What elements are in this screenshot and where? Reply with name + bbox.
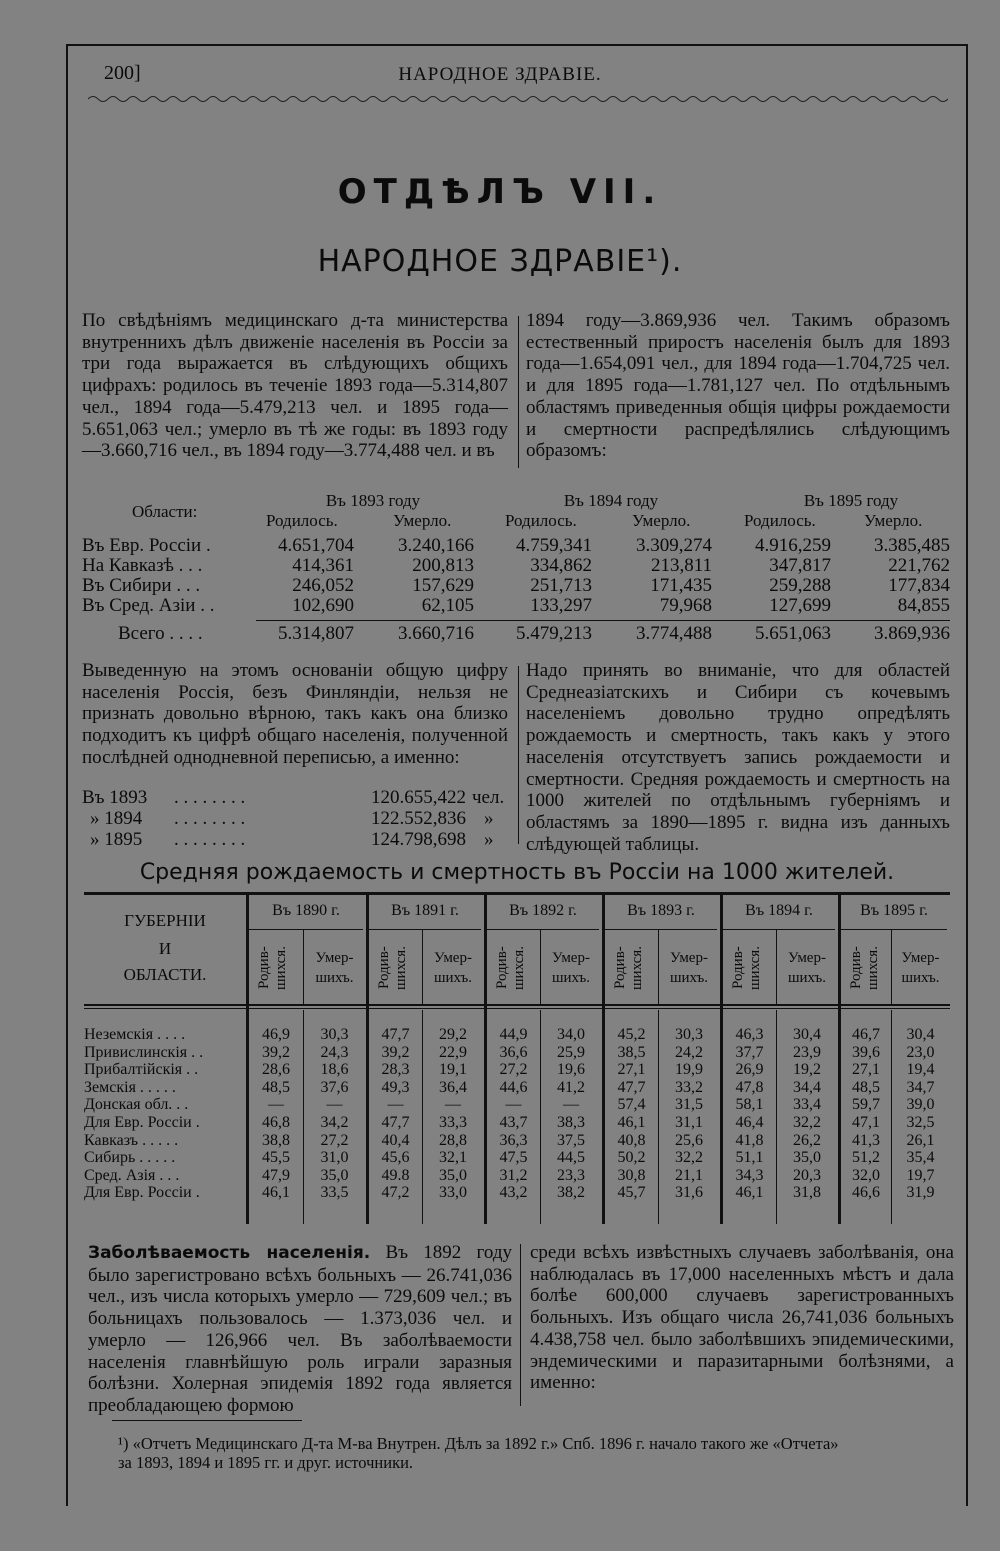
census-value: 124.798,698 bbox=[371, 829, 466, 850]
table2-cell: 28,3 bbox=[381, 1061, 410, 1079]
table2-cell: 49.8 bbox=[381, 1166, 410, 1184]
column-divider bbox=[520, 1244, 521, 1406]
born-head-line: Родив- bbox=[256, 946, 272, 990]
table2-cell: 26,1 bbox=[906, 1131, 935, 1149]
table1-cell: 133,297 bbox=[530, 595, 592, 616]
running-title: НАРОДНОЕ ЗДРАВІЕ. bbox=[398, 64, 602, 85]
table2-cell: 35,4 bbox=[906, 1149, 935, 1167]
table2-cell: 48,5 bbox=[262, 1078, 290, 1096]
mid-right-text: Надо принять во вниманіе, что для областей Среднеазіатскихъ и Сибири съ кочевымъ населеніемъ довольно трудно опредѣлять рождаемость и смертность, такъ какъ у этого населенія отсутствуетъ запись рождаемости и смертности. Средняя рождаемость и смертность на 1000 жителей по отдѣльнымъ губерніямъ и областямъ за 1890—1895 г. видна изъ данныхъ слѣдующей таблицы. bbox=[526, 660, 950, 855]
table1-total-cell: 3.869,936 bbox=[874, 623, 950, 644]
table2-died-head bbox=[303, 948, 366, 988]
table1-born-1895: Родилось. bbox=[744, 511, 816, 530]
intro-left-column: По свѣдѣніямъ медицинскаго д-та министерства внутреннихъ дѣлъ движеніе населенія въ Россіи за три года выражается въ слѣдующихъ общихъ цифрахъ: родилось въ теченіе 1893 года—5.314,807 чел., 1894 года—5.479,213 чел. и 1895 года—5.651,063 чел.; умерло въ тѣ же годы: въ 1893 году—3.660,716 чел., въ 1894 году—3.774,488 чел. и въ bbox=[82, 310, 508, 462]
table2-row-label: Прибалтійскія . . bbox=[84, 1061, 199, 1079]
died-head-line: шихъ. bbox=[315, 970, 354, 986]
table1-cell: 334,862 bbox=[530, 555, 592, 576]
census-unit: чел. bbox=[472, 787, 505, 808]
table2-year-head: Въ 1893 г. bbox=[627, 902, 695, 919]
table1-cell: 213,811 bbox=[650, 555, 712, 576]
table2-cell: 37,6 bbox=[320, 1078, 349, 1096]
table1-cell: 102,690 bbox=[292, 595, 354, 616]
table2-cell: 46,1 bbox=[735, 1184, 764, 1202]
census-value: 122.552,836 bbox=[371, 808, 466, 829]
table2-cell: 47,9 bbox=[262, 1166, 290, 1184]
table2-title: Средняя рождаемость и смертность въ Россіи на 1000 жителей. bbox=[139, 860, 895, 885]
table2-cell: — bbox=[387, 1096, 404, 1114]
table1-total-rule bbox=[256, 620, 950, 621]
table2-cell: 46,9 bbox=[262, 1026, 290, 1043]
column-divider bbox=[518, 316, 519, 468]
footnote-line-1: ¹) «Отчетъ Медицинскаго Д-та М-ва Внутрен. Дѣлъ за 1892 г.» Спб. 1896 г. начало такого же «Отчета» bbox=[118, 1434, 839, 1453]
table2-cell: 47,1 bbox=[852, 1114, 880, 1131]
table2-cell: 46,7 bbox=[852, 1026, 880, 1043]
table2-row-label: Сибирь . . . . . bbox=[84, 1149, 176, 1167]
table1-total-label: Всего . . . . bbox=[118, 623, 203, 644]
table1-cell: 347,817 bbox=[769, 555, 831, 576]
table2-cell: 46,1 bbox=[617, 1114, 646, 1131]
table2-year-rule bbox=[487, 929, 599, 930]
intro-right-column: 1894 году—3.869,936 чел. Такимъ образомъ естественный приростъ населенія былъ для 1893 года—1.654,091 чел., для 1894 года—1.704,725 чел. и для 1895 года—1.781,127 чел. По отдѣльнымъ областямъ приведенныя общія цифры рождаемости и смертности распредѣлялись слѣдующимъ образомъ: bbox=[526, 310, 950, 462]
table2-cell: 26,9 bbox=[735, 1061, 764, 1079]
table2-cell: 59,7 bbox=[852, 1096, 880, 1114]
born-head-line: шихся. bbox=[865, 946, 881, 990]
table2-cell: 30,4 bbox=[793, 1026, 821, 1043]
table1-cell: 414,361 bbox=[292, 555, 354, 576]
table2-row-label: Для Евр. Россіи . bbox=[84, 1184, 200, 1202]
morbidity-right-text: среди всѣхъ извѣстныхъ случаевъ заболѣванія, она наблюдалась въ 17,000 населенныхъ мѣстъ и дала болѣе 600,000 случаевъ зарегистрованныхъ больныхъ. Изъ общаго числа 26,741,036 больныхъ 4.438,758 чел. было заболѣвшихъ эпидемическими, эндемическими и паразитарными болѣзнями, а именно: bbox=[530, 1242, 954, 1394]
table2-year-head: Въ 1891 г. bbox=[391, 902, 459, 919]
table2-born-head bbox=[730, 936, 764, 1000]
table2-year-rule bbox=[841, 929, 947, 930]
table1-cell: 4.759,341 bbox=[516, 535, 592, 556]
table2-cell: 19,1 bbox=[439, 1061, 467, 1079]
table2-cell: 33,0 bbox=[439, 1184, 467, 1202]
table2-cell: 38,3 bbox=[557, 1114, 585, 1131]
table2-cell: 47,8 bbox=[735, 1078, 764, 1096]
table2-cell: 39,2 bbox=[262, 1043, 290, 1061]
table1-born-1894: Родилось. bbox=[505, 511, 577, 530]
table1-died-1895: Умерло. bbox=[864, 511, 923, 530]
table2-died-head bbox=[422, 948, 484, 988]
census-year: Въ 1893 bbox=[82, 787, 148, 808]
census-year: » 1894 bbox=[90, 808, 143, 829]
table2-cell: — bbox=[563, 1096, 579, 1114]
table1-cell: 246,052 bbox=[292, 575, 354, 596]
table2-year-rule bbox=[723, 929, 835, 930]
table2-born-head bbox=[494, 936, 528, 1000]
table2-cell: 27,2 bbox=[499, 1061, 528, 1079]
table2-cell: 40,4 bbox=[381, 1131, 410, 1149]
table2-cell: 34,3 bbox=[735, 1166, 764, 1184]
table2-cell: 46,1 bbox=[262, 1184, 290, 1202]
table1-cell: 157,629 bbox=[412, 575, 474, 596]
table2-died-head bbox=[540, 948, 602, 988]
table2-cell: 43,7 bbox=[499, 1114, 528, 1131]
table2-cell: 25,6 bbox=[675, 1131, 703, 1149]
table2-born-head bbox=[376, 936, 410, 1000]
table2-cell: 31,1 bbox=[675, 1114, 703, 1131]
table2-cell: 33,2 bbox=[675, 1078, 703, 1096]
table2-cell: 47,5 bbox=[499, 1149, 528, 1167]
died-head-line: Умер- bbox=[315, 950, 354, 966]
table2-cell: 21,1 bbox=[675, 1166, 703, 1184]
table2-cell: 19,6 bbox=[557, 1061, 585, 1079]
table2-cell: 36,6 bbox=[499, 1043, 528, 1061]
table2-row-label: Для Евр. Россіи . bbox=[84, 1114, 200, 1131]
died-head-line: Умер- bbox=[788, 950, 826, 966]
table2-cell: 57,4 bbox=[617, 1096, 646, 1114]
table1-row-label: Въ Евр. Россіи . bbox=[82, 535, 211, 556]
table2-cell: 45,7 bbox=[617, 1184, 646, 1202]
table1-year-1895: Въ 1895 году bbox=[803, 491, 899, 510]
table2-cell: 48,5 bbox=[852, 1078, 880, 1096]
table2-cell: 20,3 bbox=[793, 1166, 821, 1184]
born-head-line: шихся. bbox=[511, 946, 527, 990]
table2-cell: 47,7 bbox=[381, 1114, 410, 1131]
born-head-line: Родив- bbox=[848, 946, 864, 990]
table2-cell: 30,3 bbox=[675, 1026, 703, 1043]
table2-cell: 32,0 bbox=[852, 1166, 880, 1184]
table1-cell: 3.385,485 bbox=[874, 535, 950, 556]
table2-cell: 30,4 bbox=[906, 1026, 935, 1043]
died-head-line: шихъ. bbox=[551, 970, 590, 986]
table1-cell: 127,699 bbox=[769, 595, 831, 616]
table2-cell: 45,6 bbox=[381, 1149, 410, 1167]
table1-cell: 171,435 bbox=[650, 575, 712, 596]
table2-born-head bbox=[848, 936, 882, 1000]
born-head-line: Родив- bbox=[376, 946, 392, 990]
died-head-line: шихъ. bbox=[901, 970, 940, 986]
table2-row-label: Привислинскія . . bbox=[84, 1043, 204, 1061]
table1-year-1894: Въ 1894 году bbox=[563, 491, 659, 510]
died-head-line: Умер- bbox=[552, 950, 590, 966]
born-head-line: шихся. bbox=[629, 946, 645, 990]
table2-cell: 31,8 bbox=[793, 1184, 821, 1202]
table1-total-cell: 5.479,213 bbox=[516, 623, 592, 644]
table2-cell: — bbox=[505, 1096, 522, 1114]
table2-cell: 43,2 bbox=[499, 1184, 528, 1202]
table2-cell: 24,2 bbox=[675, 1043, 703, 1061]
table1-died-1893: Умерло. bbox=[393, 511, 452, 530]
table2-row-label: Сред. Азія . . . bbox=[84, 1166, 180, 1184]
table2-cell: 41,3 bbox=[852, 1131, 880, 1149]
table2-cell: 19,7 bbox=[906, 1166, 935, 1184]
table2-cell: 18,6 bbox=[320, 1061, 349, 1079]
table2-year-rule bbox=[605, 929, 717, 930]
table2-cell: 49,3 bbox=[381, 1078, 410, 1096]
table2-year-rule bbox=[249, 929, 363, 930]
table2-cell: 30,8 bbox=[617, 1166, 646, 1184]
table2-cell: 46,3 bbox=[735, 1026, 764, 1043]
table1-total-cell: 3.660,716 bbox=[398, 623, 474, 644]
table2-cell: 28,8 bbox=[439, 1131, 467, 1149]
table1-region-head: Области: bbox=[132, 502, 198, 521]
table2-cell: 32,1 bbox=[439, 1149, 467, 1167]
table2-cell: 39,2 bbox=[381, 1043, 410, 1061]
table2-head-rule bbox=[84, 1004, 950, 1006]
table1-row-label: Въ Сибири . . . bbox=[82, 575, 201, 596]
table2-row-label: Неземскія . . . . bbox=[84, 1026, 186, 1043]
census-dots: . . . . . . . . bbox=[174, 787, 246, 808]
table2-cell: 38,8 bbox=[262, 1131, 290, 1149]
section-heading: ОТДѢЛЪ VII. bbox=[337, 172, 663, 212]
table2-cell: 34,0 bbox=[557, 1026, 585, 1043]
died-head-line: Умер- bbox=[670, 950, 708, 966]
table2-cell: 36,3 bbox=[499, 1131, 528, 1149]
page-number: 200] bbox=[104, 62, 141, 84]
table2-col-head: ГУБЕРНІИ bbox=[124, 911, 206, 930]
table1-row-label: На Кавказѣ . . . bbox=[82, 555, 203, 576]
chapter-title-text: НАРОДНОЕ ЗДРАВІЕ bbox=[317, 244, 647, 279]
census-unit: » bbox=[484, 808, 494, 829]
died-head-line: Умер- bbox=[434, 950, 472, 966]
table2-col-head: И bbox=[158, 939, 172, 958]
died-head-line: шихъ. bbox=[433, 970, 472, 986]
footnote-rule bbox=[112, 1420, 302, 1421]
table2-cell: 27,1 bbox=[852, 1061, 880, 1079]
table2-cell: 46,6 bbox=[852, 1184, 880, 1202]
chapter-title bbox=[0, 244, 1000, 279]
born-head-line: шихся. bbox=[273, 946, 289, 990]
table2-cell: 46,8 bbox=[262, 1114, 290, 1131]
table2-cell: 34,2 bbox=[320, 1114, 349, 1131]
born-head-line: шихся. bbox=[393, 946, 409, 990]
table2-cell: 28,6 bbox=[262, 1061, 290, 1079]
table2-cell: 44,9 bbox=[499, 1026, 528, 1043]
table2-cell: 29,2 bbox=[439, 1026, 467, 1043]
table1-row-label: Въ Сред. Азіи . . bbox=[82, 595, 215, 616]
table2-born-head bbox=[256, 936, 290, 1000]
table2-cell: 32,5 bbox=[906, 1114, 935, 1131]
table2-cell: 58,1 bbox=[735, 1096, 764, 1114]
table2-cell: 19,4 bbox=[906, 1061, 935, 1079]
born-head-line: Родив- bbox=[612, 946, 628, 990]
table2-cell: 38,5 bbox=[617, 1043, 646, 1061]
table2-cell: 25,9 bbox=[557, 1043, 585, 1061]
morbidity-heading: Заболѣваемость населенія. bbox=[88, 1243, 371, 1263]
table1-cell: 259,288 bbox=[769, 575, 831, 596]
table2-cell: 33,3 bbox=[439, 1114, 467, 1131]
table2-cell: 33,4 bbox=[793, 1096, 821, 1114]
table1-total-cell: 5.651,063 bbox=[755, 623, 831, 644]
census-dots: . . . . . . . . bbox=[174, 829, 246, 850]
table2-cell: 31,0 bbox=[320, 1149, 349, 1167]
table2-cell: 35,0 bbox=[320, 1166, 349, 1184]
table2-cell: 47,7 bbox=[381, 1026, 410, 1043]
table2-cell: — bbox=[268, 1096, 284, 1114]
born-head-line: Родив- bbox=[494, 946, 510, 990]
table2-cell: 46,4 bbox=[735, 1114, 764, 1131]
table2-cell: 39,6 bbox=[852, 1043, 880, 1061]
table1-cell: 62,105 bbox=[421, 595, 474, 616]
table2-cell: 32,2 bbox=[675, 1149, 703, 1167]
table2-cell: 23,3 bbox=[557, 1166, 585, 1184]
table2-cell: 23,9 bbox=[793, 1043, 821, 1061]
table1-born-1893: Родилось. bbox=[266, 511, 338, 530]
table2-cell: 51,2 bbox=[852, 1149, 880, 1167]
table2-cell: 37,5 bbox=[557, 1131, 585, 1149]
table2-cell: 19,9 bbox=[675, 1061, 703, 1079]
census-year: » 1895 bbox=[90, 829, 143, 850]
table1-cell: 4.651,704 bbox=[278, 535, 354, 556]
table1-cell: 84,855 bbox=[897, 595, 950, 616]
table2-cell: 31,6 bbox=[675, 1184, 703, 1202]
table2-row-label: Земскія . . . . . bbox=[84, 1078, 176, 1096]
table2-born-head bbox=[612, 936, 646, 1000]
table2-cell: 34,7 bbox=[906, 1078, 935, 1096]
table2-cell: 31,2 bbox=[499, 1166, 528, 1184]
table2-year-head: Въ 1892 г. bbox=[509, 902, 577, 919]
table2-cell: 27,2 bbox=[320, 1131, 349, 1149]
table1-cell: 3.240,166 bbox=[398, 535, 474, 556]
table2-cell: 31,5 bbox=[675, 1096, 703, 1114]
mid-left-text: Выведенную на этомъ основаніи общую цифру населенія Россія, безъ Финляндіи, нельзя не признать довольно вѣрною, такъ какъ она близко подходитъ къ цифрѣ общаго населенія, полученной послѣдней однодневной переписью, а именно: bbox=[82, 660, 508, 768]
table2-cell: — bbox=[445, 1096, 461, 1114]
table2-top-rule bbox=[84, 892, 950, 895]
table2-cell: 44,5 bbox=[557, 1149, 585, 1167]
table2-cell: 40,8 bbox=[617, 1131, 646, 1149]
table1-cell: 3.309,274 bbox=[636, 535, 712, 556]
census-unit: » bbox=[484, 829, 494, 850]
table2-cell: 41,2 bbox=[557, 1078, 585, 1096]
died-head-line: шихъ. bbox=[787, 970, 826, 986]
table1-cell: 177,834 bbox=[888, 575, 950, 596]
table2-row-label: Кавказъ . . . . . bbox=[84, 1131, 179, 1149]
morbidity-left-text: Въ 1892 году было зарегистровано всѣхъ больныхъ — 26.741,036 чел., изъ числа которыхъ умерло — 729,609 чел.; въ больницахъ пользовалось — 1.373,036 чел. и умерло — 126,966 чел. Въ заболѣваемости населенія главнѣйшую роль играли заразныя болѣзни. Холерная эпидемія 1892 года является преобладающею формою bbox=[88, 1242, 512, 1416]
table2-year-rule bbox=[369, 929, 481, 930]
table2-cell: 23,0 bbox=[906, 1043, 935, 1061]
table1-cell: 4.916,259 bbox=[755, 535, 831, 556]
table2-cell: 31,9 bbox=[906, 1184, 935, 1202]
born-head-line: Родив- bbox=[730, 946, 746, 990]
table2-cell: 38,2 bbox=[557, 1184, 585, 1202]
table2-row-label: Донская обл. . . bbox=[84, 1096, 189, 1114]
table2-cell: 35,0 bbox=[793, 1149, 821, 1167]
table2-cell: 35,0 bbox=[439, 1166, 467, 1184]
table2-cell: 36,4 bbox=[439, 1078, 467, 1096]
table1-cell: 251,713 bbox=[530, 575, 592, 596]
table2-cell: 44,6 bbox=[499, 1078, 528, 1096]
census-value: 120.655,422 bbox=[371, 787, 466, 808]
table1-total-cell: 5.314,807 bbox=[278, 623, 354, 644]
table2-cell: 37,7 bbox=[735, 1043, 764, 1061]
chapter-title-footnote-mark: ¹). bbox=[646, 244, 683, 279]
table2-cell: 50,2 bbox=[617, 1149, 646, 1167]
table2-cell: 22,9 bbox=[439, 1043, 467, 1061]
died-head-line: шихъ. bbox=[669, 970, 708, 986]
table2-year-head: Въ 1890 г. bbox=[272, 902, 340, 919]
table2-year-head: Въ 1894 г. bbox=[745, 902, 813, 919]
table1-year-1893: Въ 1893 году bbox=[325, 491, 421, 510]
born-head-line: шихся. bbox=[747, 946, 763, 990]
table2-cell: 19,2 bbox=[793, 1061, 821, 1079]
table2-cell: — bbox=[326, 1096, 343, 1114]
table2-head-rule-2 bbox=[84, 1008, 950, 1009]
table2-col-head: ОБЛАСТИ. bbox=[123, 965, 207, 984]
table2-cell: 41,8 bbox=[735, 1131, 764, 1149]
table2-cell: 33,5 bbox=[320, 1184, 349, 1202]
table2-cell: 30,3 bbox=[320, 1026, 349, 1043]
table2-cell: 47,7 bbox=[617, 1078, 646, 1096]
table1-cell: 79,968 bbox=[659, 595, 712, 616]
table2-died-head bbox=[776, 948, 838, 988]
table1-died-1894: Умерло. bbox=[632, 511, 691, 530]
table2-died-head bbox=[658, 948, 720, 988]
table1-total-cell: 3.774,488 bbox=[636, 623, 712, 644]
wavy-rule bbox=[88, 94, 948, 104]
table2-died-head bbox=[891, 948, 950, 988]
table2-cell: 27,1 bbox=[617, 1061, 646, 1079]
morbidity-left bbox=[88, 1242, 512, 1417]
table2-cell: 26,2 bbox=[793, 1131, 821, 1149]
table2-cell: 51,1 bbox=[735, 1149, 764, 1167]
table2-cell: 45,5 bbox=[262, 1149, 290, 1167]
table2-cell: 39,0 bbox=[906, 1096, 935, 1114]
column-divider bbox=[518, 666, 519, 844]
table2-cell: 45,2 bbox=[617, 1026, 646, 1043]
table1-cell: 200,813 bbox=[412, 555, 474, 576]
footnote-line-2: за 1893, 1894 и 1895 гг. и друг. источники. bbox=[118, 1453, 414, 1472]
table2-cell: 47,2 bbox=[381, 1184, 410, 1202]
census-dots: . . . . . . . . bbox=[174, 808, 246, 829]
table2-cell: 24,3 bbox=[320, 1043, 349, 1061]
table1-cell: 221,762 bbox=[888, 555, 950, 576]
table2-cell: 32,2 bbox=[793, 1114, 821, 1131]
table2-cell: 34,4 bbox=[793, 1078, 821, 1096]
died-head-line: Умер- bbox=[901, 950, 940, 966]
table2-year-head: Въ 1895 г. bbox=[860, 902, 928, 919]
